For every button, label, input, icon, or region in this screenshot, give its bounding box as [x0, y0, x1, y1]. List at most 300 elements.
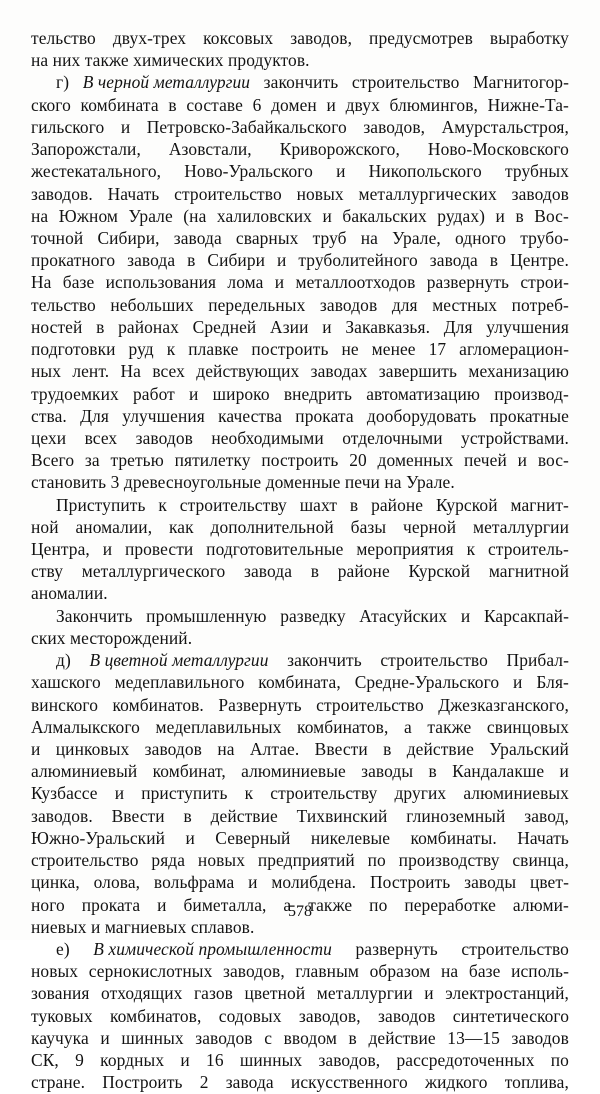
text-word: Ввести	[314, 739, 368, 759]
text-word: автоматизацию	[366, 383, 481, 404]
text-word: третью	[110, 450, 164, 471]
text-word: Петровско-Забайкальского	[146, 116, 347, 137]
text-word: строительство	[461, 938, 569, 959]
text-word: г)	[56, 72, 70, 93]
text-word: точной	[31, 227, 84, 248]
text-word: Северный	[215, 827, 291, 848]
text-word: завода	[127, 250, 176, 271]
text-word: туковых	[31, 1005, 93, 1026]
text-word: каучука	[31, 1027, 89, 1048]
text-word: ряда	[151, 850, 186, 871]
text-word: молибдена.	[271, 872, 357, 893]
text-line	[31, 449, 569, 471]
text-word: передельных	[208, 294, 306, 315]
text-word: дооборудовать	[366, 405, 477, 426]
text-word: труб	[312, 227, 347, 248]
text-word: печей	[464, 450, 507, 471]
text-word: бакальских	[342, 205, 427, 226]
text-line	[31, 516, 569, 538]
text-word: Кандалакше	[452, 761, 545, 782]
text-line	[31, 1049, 569, 1071]
text-word: ского	[31, 94, 71, 115]
text-word: домен	[271, 94, 317, 115]
text-word: комбинатов,	[297, 716, 389, 737]
text-word: Никопольского	[368, 161, 482, 182]
text-word: в	[187, 250, 196, 271]
text-word: построить	[251, 339, 329, 360]
text-word: прокатные	[489, 405, 569, 426]
text-word: в	[348, 1027, 357, 1048]
text-word: к	[244, 783, 254, 804]
text-line	[31, 849, 569, 871]
text-word: содовых	[218, 1005, 282, 1026]
text-word: заводах	[310, 361, 368, 382]
text-word: производству	[398, 850, 500, 871]
text-word: менее	[371, 339, 416, 360]
text-line	[31, 627, 569, 649]
text-word: ниевых и магниевых сплавов.	[31, 916, 255, 937]
text-word: вос-	[537, 450, 569, 471]
text-word: комбинат,	[152, 761, 226, 782]
text-word: труболитейного	[298, 250, 418, 271]
text-word: комбинатов.	[112, 694, 204, 715]
text-word: промышленную	[146, 605, 267, 626]
text-word: в	[428, 761, 437, 782]
text-word: Начать	[517, 827, 569, 848]
text-word: синтетического	[452, 1005, 569, 1026]
page-number: 578	[288, 903, 312, 920]
text-line	[31, 205, 569, 227]
text-word: агломерацион-	[459, 339, 569, 360]
text-word: и	[100, 1027, 110, 1048]
text-word: действующих	[196, 361, 300, 382]
text-word: д)	[56, 650, 71, 671]
text-word: всех	[84, 427, 118, 448]
text-word: плавке	[188, 339, 239, 360]
text-word: по	[550, 1050, 569, 1071]
text-word: цинка,	[31, 872, 80, 893]
text-word: на них также химических продуктов.	[31, 50, 310, 71]
text-word: потреб-	[511, 294, 569, 315]
text-word: не	[341, 339, 359, 360]
text-word: металлургических	[358, 183, 497, 204]
text-word: местных	[432, 294, 498, 315]
text-word: Центра,	[31, 539, 90, 560]
text-word: Средней	[192, 316, 257, 337]
text-line	[31, 27, 569, 49]
text-word: для	[391, 294, 418, 315]
text-word: механизацию	[468, 361, 569, 382]
text-word: коксовых	[203, 28, 274, 48]
text-word: ной	[31, 516, 59, 537]
text-word: базе	[62, 272, 95, 293]
text-word: двух-трех	[112, 28, 187, 48]
text-line	[31, 71, 569, 93]
text-word: мероприятия	[356, 539, 454, 560]
text-word: прокатного	[31, 250, 116, 271]
text-word: и	[114, 783, 125, 804]
text-word: и	[31, 739, 41, 759]
text-word: широко	[212, 383, 270, 404]
text-word: новых	[31, 961, 79, 982]
text-word: комбинаты.	[410, 827, 497, 848]
text-word: производ-	[494, 383, 569, 404]
text-word: вводом	[283, 1027, 337, 1048]
text-word: сварных	[235, 227, 299, 248]
text-word: подготовки	[31, 339, 116, 360]
text-word: на	[441, 961, 459, 982]
text-word: Бля-	[536, 672, 569, 693]
text-word: жестекатального,	[31, 161, 162, 182]
text-word: заводов.	[31, 183, 93, 204]
text-word: в	[168, 94, 177, 115]
emphasis-phrase: В черной металлургии	[82, 72, 251, 93]
text-line	[31, 1005, 569, 1027]
text-line	[31, 1027, 569, 1049]
text-word: образом	[369, 961, 431, 982]
text-word: проката	[81, 894, 141, 915]
text-word: действие	[210, 805, 278, 826]
text-word: заводов,	[223, 961, 285, 982]
text-word: черной	[403, 516, 457, 537]
text-word: кордных	[100, 1050, 165, 1071]
text-word: Построить	[369, 872, 451, 893]
text-line	[31, 383, 569, 405]
text-word: алюми-	[512, 894, 569, 915]
text-word: районе	[337, 561, 390, 582]
text-word: 16	[206, 1050, 224, 1071]
text-word: электростанций,	[445, 983, 569, 1004]
text-word: и	[185, 827, 195, 848]
text-word: никелевые	[310, 827, 391, 848]
text-word: цветной	[244, 983, 306, 1004]
page-body-text	[31, 27, 569, 1094]
text-line	[31, 183, 569, 205]
text-word: к	[166, 339, 176, 360]
text-word: заводы	[361, 761, 414, 782]
text-word: предусмотрев	[369, 28, 473, 48]
text-line	[31, 538, 569, 560]
text-word: и	[274, 272, 285, 293]
text-word: на	[31, 205, 49, 226]
text-word: 13—15	[447, 1027, 500, 1048]
text-word: выработку	[489, 28, 569, 48]
text-word: развернуть	[355, 938, 438, 959]
text-line	[31, 116, 569, 138]
text-word: Ввести	[111, 805, 165, 826]
text-word: пятилетку	[174, 450, 251, 471]
text-word: строительство	[380, 650, 488, 671]
text-word: в	[489, 250, 499, 271]
text-word: в	[349, 494, 359, 515]
text-word: комбината	[80, 94, 159, 115]
text-word: одного	[455, 227, 507, 248]
text-line	[31, 671, 569, 693]
text-word: биметалла,	[183, 894, 267, 915]
text-line	[31, 49, 569, 71]
text-word: Сибири	[207, 250, 266, 271]
text-word: Приступить	[56, 494, 146, 515]
text-word: ностей	[31, 316, 83, 337]
text-word: провести	[124, 539, 194, 560]
text-word: строительство	[31, 850, 139, 871]
text-word: заводов	[144, 739, 202, 759]
text-word: доменных	[377, 450, 454, 471]
text-word: магнитной	[488, 561, 569, 582]
text-word: 6	[252, 94, 262, 115]
text-word: Нижне-Та-	[487, 94, 569, 115]
text-word: винского	[31, 694, 98, 715]
text-word: и	[180, 1050, 190, 1071]
text-word: и	[248, 872, 258, 893]
text-word: аномалии.	[31, 583, 108, 604]
text-word: шинных	[239, 1050, 303, 1071]
text-word: заводов	[511, 183, 569, 204]
text-line	[31, 938, 569, 960]
text-word: Азовстали,	[168, 139, 252, 160]
text-word: исполь-	[511, 961, 569, 982]
text-word: Для	[443, 316, 473, 337]
text-word: алюминиевые	[241, 761, 346, 782]
text-word: цинковых	[55, 739, 130, 759]
text-line	[31, 827, 569, 849]
text-word: завода	[225, 1072, 274, 1093]
text-word: Атасуйских	[359, 605, 448, 626]
text-line	[31, 294, 569, 316]
text-line	[31, 871, 569, 893]
text-word: строительство	[351, 72, 460, 93]
text-word: е)	[56, 938, 70, 959]
text-word: искусственного	[290, 1072, 408, 1093]
text-word: всех	[152, 361, 185, 382]
text-word: ных	[31, 361, 61, 382]
text-word: улучшения	[122, 405, 205, 426]
text-word: и	[460, 605, 471, 626]
text-word: переработке	[404, 894, 496, 915]
text-word: хашского	[31, 672, 101, 693]
text-word: строи-	[520, 272, 569, 293]
text-word: металлургии	[472, 516, 569, 537]
text-line	[31, 405, 569, 427]
text-word: завод,	[524, 805, 569, 826]
text-line	[31, 560, 569, 582]
text-word: заводов	[319, 294, 378, 315]
text-word: металлургии	[316, 983, 413, 1004]
text-word: ства.	[31, 405, 67, 426]
text-word: и	[322, 316, 332, 337]
text-word: по	[369, 894, 388, 915]
text-word: необходимыми	[211, 427, 324, 448]
text-word: завода	[243, 561, 293, 582]
text-word: 2	[199, 1072, 209, 1093]
text-word: Тихвинский	[296, 805, 388, 826]
text-word: цвет-	[529, 872, 569, 893]
text-word: Джезказганского,	[438, 694, 569, 715]
text-word: свинца,	[512, 850, 569, 871]
text-word: олова,	[93, 872, 141, 893]
text-word: Для	[80, 405, 109, 426]
text-word: и	[120, 116, 131, 137]
text-word: стране.	[31, 1072, 86, 1093]
text-line	[31, 427, 569, 449]
text-word: и	[157, 894, 167, 915]
text-word: за	[84, 450, 100, 471]
text-word: в	[383, 739, 392, 759]
text-word: строительство	[316, 694, 424, 715]
text-word: рассредоточенных	[396, 1050, 535, 1071]
text-word: рудах)	[437, 205, 486, 226]
text-word: заводы	[464, 872, 517, 893]
text-word: Вос-	[534, 205, 569, 226]
text-word: к	[466, 539, 476, 560]
text-word: газов	[193, 983, 233, 1004]
text-word: Южном	[58, 205, 119, 226]
text-word: на	[360, 227, 378, 248]
text-word: Прибал-	[506, 650, 569, 671]
text-word: новых	[197, 850, 245, 871]
text-word: Средне-Уральского	[354, 672, 500, 693]
text-word: заводов,	[290, 28, 353, 48]
text-word: строитель-	[487, 539, 569, 560]
text-word: как	[169, 516, 194, 537]
text-word: Ново-Уральского	[184, 161, 313, 182]
text-word: в	[310, 561, 320, 582]
text-word: завода	[429, 250, 478, 271]
text-word: (на	[183, 205, 207, 226]
text-word: приступить	[141, 783, 228, 804]
text-word: Курской	[435, 494, 498, 515]
text-word: действие	[406, 739, 474, 759]
text-word: с	[264, 1027, 273, 1048]
text-line	[31, 605, 569, 627]
text-word: На	[31, 272, 52, 293]
emphasis-phrase: В цветной металлургии	[89, 650, 269, 671]
text-word: Алмалыкского	[31, 716, 140, 737]
text-word: ству	[31, 561, 64, 582]
text-word: завода	[173, 227, 222, 248]
text-word: топлива,	[504, 1072, 569, 1093]
text-word: алюминиевых	[463, 783, 569, 804]
text-word: в	[515, 205, 524, 226]
text-word: и	[102, 539, 113, 560]
text-word: Алтае.	[249, 739, 300, 759]
text-line	[31, 738, 569, 760]
text-word: гильского	[31, 116, 105, 137]
text-word: заводов	[511, 1027, 569, 1048]
text-word: улучшения	[486, 316, 569, 337]
text-line	[31, 94, 569, 116]
text-word: на	[217, 739, 235, 759]
text-word: работ	[133, 383, 175, 404]
text-word: внедрить	[283, 383, 353, 404]
text-word: и	[336, 161, 346, 182]
text-line	[31, 960, 569, 982]
text-word: Закавказья.	[345, 316, 431, 337]
text-word: Ново-Московского	[427, 139, 569, 160]
text-word: металлоотходов	[295, 272, 416, 293]
emphasis-phrase: В химической промышленности	[93, 938, 332, 959]
text-word: тельство	[31, 28, 96, 48]
text-word: предприятий	[257, 850, 355, 871]
text-word: дополнительной	[210, 516, 334, 537]
text-line	[31, 716, 569, 738]
text-word: тельство	[31, 294, 96, 315]
text-word: Амурстальстроя,	[441, 116, 569, 137]
text-word: закончить	[263, 72, 339, 93]
text-word: медеплавильных	[155, 716, 282, 737]
text-word: базы	[350, 516, 387, 537]
text-line	[31, 582, 569, 604]
text-word: закончить	[287, 650, 362, 671]
text-word: использования	[105, 272, 217, 293]
text-word: проката	[295, 405, 354, 426]
text-word: базе	[468, 961, 501, 982]
text-word: 17	[428, 339, 447, 360]
text-word: зования	[31, 983, 90, 1004]
text-word: и	[513, 672, 523, 693]
text-word: Запорожстали,	[31, 139, 141, 160]
text-line	[31, 338, 569, 360]
text-word: 9	[75, 1050, 84, 1071]
text-word: медеплавильного	[114, 672, 245, 693]
text-word: а	[403, 716, 412, 737]
text-line	[31, 1071, 569, 1093]
text-word: свинцовых	[486, 716, 569, 737]
text-line	[31, 694, 569, 716]
text-word: завершить	[378, 361, 458, 382]
text-word: 20	[349, 450, 367, 471]
text-line	[31, 271, 569, 293]
text-word: металлургического	[81, 561, 226, 582]
text-word: в	[183, 805, 192, 826]
text-word: новых	[296, 183, 344, 204]
text-word: Уральский	[489, 739, 569, 759]
text-word: руд	[128, 339, 154, 360]
text-word: и	[326, 94, 336, 115]
text-word: Всего	[31, 450, 75, 471]
text-line	[31, 160, 569, 182]
text-line	[31, 805, 569, 827]
text-word: построить	[261, 450, 339, 471]
text-word: На	[120, 361, 141, 382]
text-word: Развернуть	[218, 694, 302, 715]
text-word: Центре.	[510, 250, 569, 271]
text-word: небольших	[110, 294, 194, 315]
text-word: составе	[186, 94, 243, 115]
text-word: других	[394, 783, 447, 804]
text-word: строительству	[179, 494, 287, 515]
text-word: Урале	[128, 205, 173, 226]
text-word: заводов	[135, 427, 193, 448]
text-word: магнит-	[510, 494, 569, 515]
text-word: развернуть	[426, 272, 510, 293]
text-word: устройствами.	[461, 427, 569, 448]
text-line	[31, 360, 569, 382]
text-word: и	[517, 450, 528, 471]
text-word: трубо-	[520, 227, 569, 248]
text-word: действие	[368, 1027, 436, 1048]
text-word: сернокислотных	[88, 961, 213, 982]
text-word: лома	[227, 272, 264, 293]
text-line	[31, 227, 569, 249]
text-word: комбината,	[258, 672, 341, 693]
text-word: Урале,	[392, 227, 441, 248]
text-word: районе	[371, 494, 424, 515]
text-word: Азии	[270, 316, 309, 337]
text-word: главным	[295, 961, 359, 982]
text-line	[31, 494, 569, 516]
text-word: Магнитогор-	[473, 72, 569, 93]
